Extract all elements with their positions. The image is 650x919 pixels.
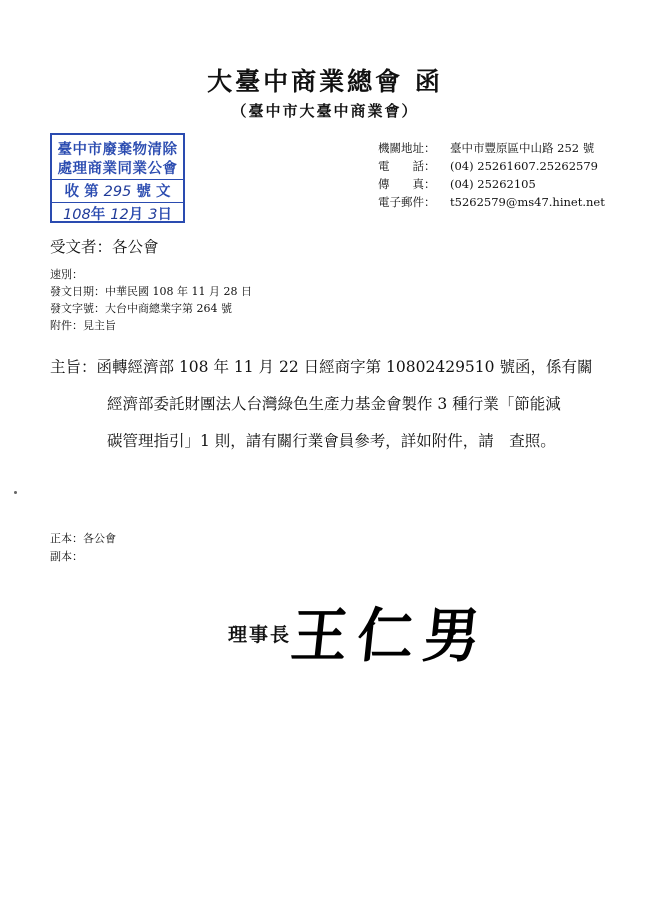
stamp-line-1: 臺中市廢棄物清除	[57, 141, 178, 158]
stamp-date-month: 12	[110, 207, 129, 223]
stamp-date-row	[52, 203, 183, 224]
signature-title: 理事長	[228, 624, 292, 646]
stamp-date-month-unit: 月	[128, 206, 144, 223]
stamp-date-day: 3	[148, 207, 158, 223]
stamp-date-year-unit: 年	[90, 206, 106, 223]
copies-original: 正本：各公會	[50, 532, 116, 545]
contact-address: 機關地址： 臺中市豐原區中山路 252 號	[378, 141, 595, 155]
subject-line-2: 經濟部委託財團法人台灣綠色生產力基金會製作 3 種行業「節能減	[107, 395, 561, 413]
recipient: 受文者：各公會	[50, 238, 159, 256]
stamp-date-day-unit: 日	[157, 206, 172, 223]
meta-issue-number: 發文字號：大台中商總業字第 264 號	[50, 302, 232, 315]
stamp-recv-doc: 文	[155, 183, 171, 200]
subject-label: 主旨：	[50, 358, 97, 376]
stamp-recv-prefix: 第	[84, 183, 99, 200]
received-stamp	[50, 133, 185, 223]
document-title: 大臺中商業總會 函	[207, 67, 443, 96]
meta-speed: 速別：	[50, 268, 83, 281]
stamp-recv-number: 295	[103, 184, 132, 200]
meta-issue-date: 發文日期：中華民國 108 年 11 月 28 日	[50, 285, 252, 298]
document-subtitle: （臺中市大臺中商業會）	[231, 102, 419, 120]
subject-line-1: 主旨：函轉經濟部 108 年 11 月 22 日經商字第 10802429510 號函，係有關	[50, 358, 593, 376]
stamp-line-2: 處理商業同業公會	[57, 160, 178, 177]
stamp-date-year: 108	[63, 207, 91, 223]
stamp-recv-suffix: 號	[136, 183, 151, 200]
contact-phone: 電 話： (04) 25261607.25262579	[378, 159, 598, 173]
stamp-received-row	[52, 179, 183, 203]
contact-fax: 傳 真： (04) 25262105	[378, 177, 536, 191]
scan-dot	[14, 491, 17, 494]
signature-name: 王仁男	[287, 602, 494, 671]
subject-line-3: 碳管理指引」1 則，請有關行業會員參考，詳如附件，請 查照。	[107, 432, 556, 450]
subject-block	[50, 349, 592, 460]
stamp-recv-label: 收	[64, 183, 80, 200]
meta-attachment: 附件：見主旨	[50, 319, 116, 332]
contact-email: 電子郵件： t5262579@ms47.hinet.net	[378, 195, 605, 209]
copies-duplicate: 副本：	[50, 550, 83, 563]
